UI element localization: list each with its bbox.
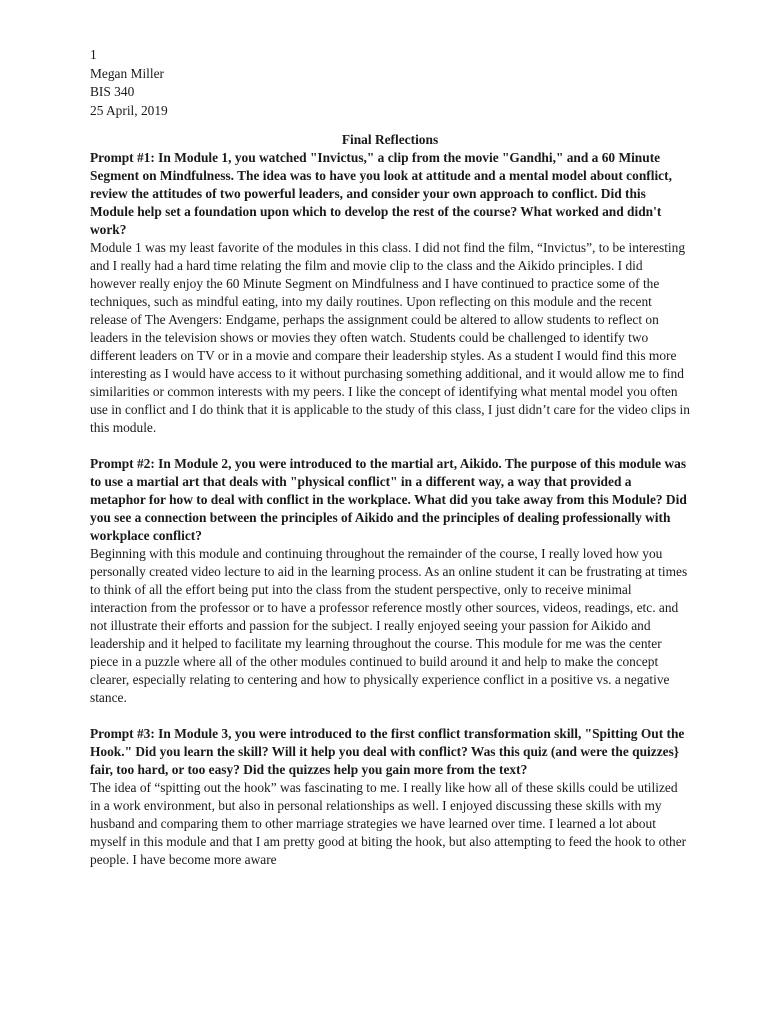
prompt-question: Prompt #3: In Module 3, you were introduced to the first conflict transformation skill, "Spitting Out the Hook." Did you learn the skill? Will it help you deal with conflict? Was this quiz (and were the quizzes} fair, too hard, or too easy? Did the quizzes help you gain more from the text?	[90, 726, 685, 777]
document-title: Final Reflections	[341, 132, 439, 147]
prompt-question: Prompt #2: In Module 2, you were introduced to the martial art, Aikido. The purpose of this module was to use a martial art that deals with "physical conflict" in a different way, a way that provided a metaphor for how to deal with conflict in the workplace. What did you take away from this Module? Did you see a connection between the principles of Aikido and the principles of dealing professionally with workplace conflict?	[90, 456, 687, 543]
document-date: 25 April, 2019	[90, 102, 168, 118]
section-prompt-1	[90, 149, 690, 437]
prompt-answer: The idea of “spitting out the hook” was fascinating to me. I really like how all of these skills could be utilized in a work environment, but also in personal relationships as well. I enjoyed discussing these skills with my husband and comparing them to other marriage strategies we have learned over time. I learned a lot about myself in this module and that I am pretty good at biting the hook, but also attempting to feed the hook to other people. I have become more aware	[90, 780, 687, 867]
section-prompt-2	[90, 455, 690, 707]
prompt-question: Prompt #1: In Module 1, you watched "Invictus," a clip from the movie "Gandhi," and a 60 Minute Segment on Mindfulness. The idea was to have you look at attitude and a mental model about conflict, review the attitudes of two powerful leaders, and consider your own approach to conflict. Did this Module help set a foundation upon which to develop the rest of the course? What worked and didn't work?	[90, 150, 672, 237]
course-code: BIS 340	[90, 84, 135, 99]
author-name: Megan Miller	[90, 65, 165, 81]
section-prompt-3	[90, 725, 690, 869]
page-number: 1	[90, 47, 97, 62]
prompt-answer: Module 1 was my least favorite of the modules in this class. I did not find the film, “Invictus”, to be interesting and I really had a hard time relating the film and movie clip to the class and the Aikido principles. I did however really enjoy the 60 Minute Segment on Mindfulness and I have continued to practice some of the techniques, such as mindful eating, into my daily routines. Upon reflecting on this module and the recent release of The Avengers: Endgame, perhaps the assignment could be altered to allow students to reflect on leaders in the television shows or movies they often watch. Students could be challenged to identify two different leaders on TV or in a movie and compare their leadership styles. As a student I would find this more interesting as I would have access to it without purchasing something additional, and it would allow me to find similarities or common interests with my peers. I like the concept of identifying what mental model you often use in conflict and I do think that it is applicable to the study of this class, I just didn’t care for the video clips in this module.	[90, 240, 690, 435]
document-page	[90, 46, 690, 869]
paragraph-gap	[90, 437, 690, 455]
prompt-answer: Beginning with this module and continuing throughout the remainder of the course, I really loved how you personally created video lecture to aid in the learning process. As an online student it can be frustrating at times to think of all the effort being put into the class from the student perspective, only to receive minimal interaction from the professor or to have a professor reference mostly other sources, videos, readings, etc. and not illustrate their efforts and passion for the subject. I really enjoyed seeing your passion for Aikido and leadership and it helped to facilitate my learning throughout the course. This module for me was the center piece in a puzzle where all of the other modules continued to build around it and help to make the concept clearer, especially relating to centering and how to physically experience conflict in a positive vs. a negative stance.	[90, 546, 688, 705]
paragraph-gap	[90, 707, 690, 725]
